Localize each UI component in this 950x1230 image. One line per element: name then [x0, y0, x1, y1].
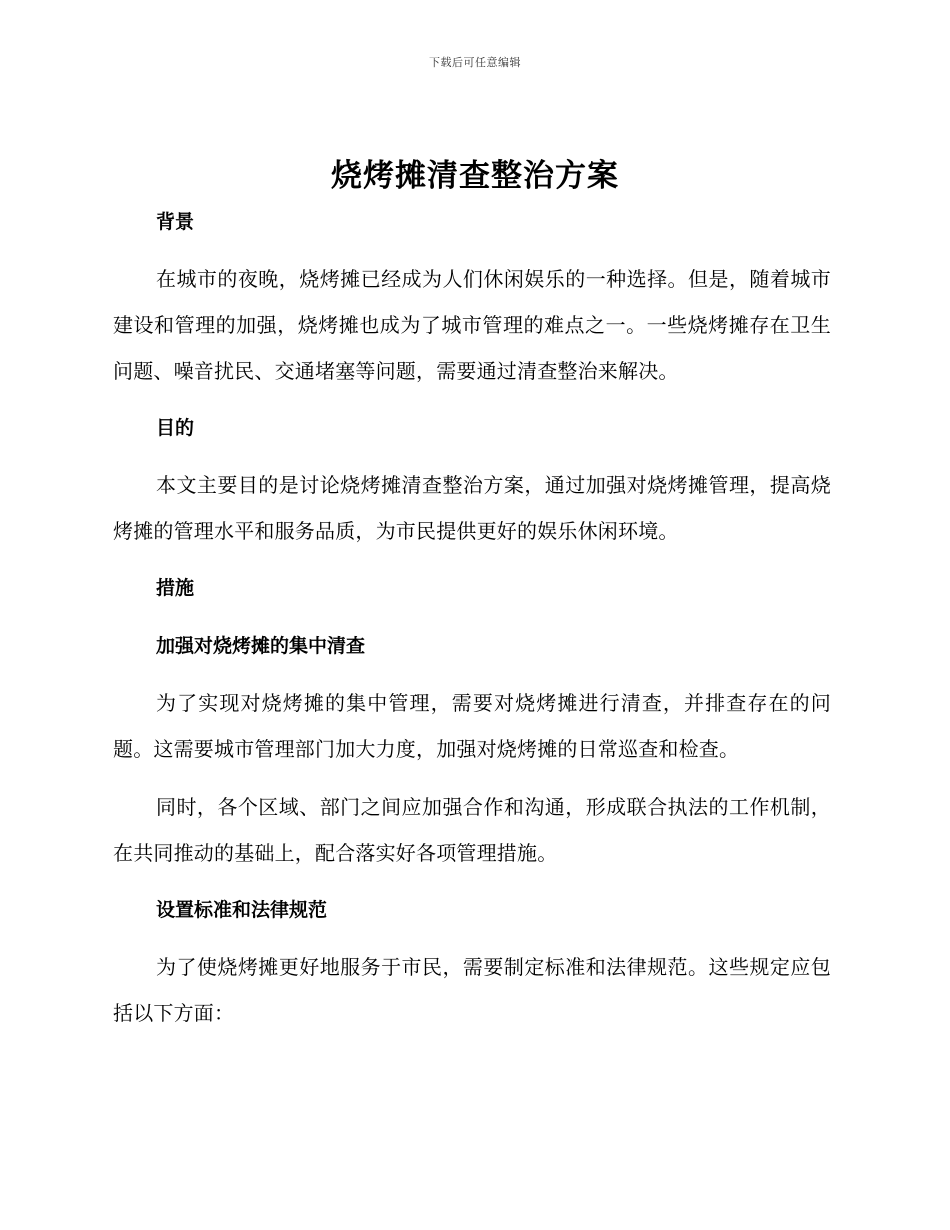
- section-heading-standards: 设置标准和法律规范: [156, 899, 328, 921]
- paragraph-inspection-2: 同时，各个区域、部门之间应加强合作和沟通，形成联合执法的工作机制，在共同推动的基础上，配合落实好各项管理措施。: [113, 795, 831, 865]
- paragraph-inspection-1: 为了实现对烧烤摊的集中管理，需要对烧烤摊进行清查，并排查存在的问题。这需要城市管理部门加大力度，加强对烧烤摊的日常巡查和检查。: [113, 691, 831, 761]
- paragraph-background: 在城市的夜晚，烧烤摊已经成为人们休闲娱乐的一种选择。但是，随着城市建设和管理的加强，烧烤摊也成为了城市管理的难点之一。一些烧烤摊存在卫生问题、噪音扰民、交通堵塞等问题，需要通过清查整治来解决。: [113, 267, 831, 383]
- paragraph-standards: 为了使烧烤摊更好地服务于市民，需要制定标准和法律规范。这些规定应包括以下方面：: [113, 955, 831, 1025]
- paragraph-purpose: 本文主要目的是讨论烧烤摊清查整治方案，通过加强对烧烤摊管理，提高烧烤摊的管理水平和服务品质，为市民提供更好的娱乐休闲环境。: [113, 473, 831, 543]
- header-note: 下载后可任意编辑: [429, 56, 521, 69]
- document-body: [113, 200, 831, 1048]
- section-heading-measures: 措施: [156, 577, 195, 599]
- section-heading-background: 背景: [156, 211, 195, 233]
- document-title: 烧烤摊清查整治方案: [331, 158, 619, 194]
- section-heading-purpose: 目的: [156, 417, 195, 439]
- section-heading-inspection: 加强对烧烤摊的集中清查: [156, 635, 366, 657]
